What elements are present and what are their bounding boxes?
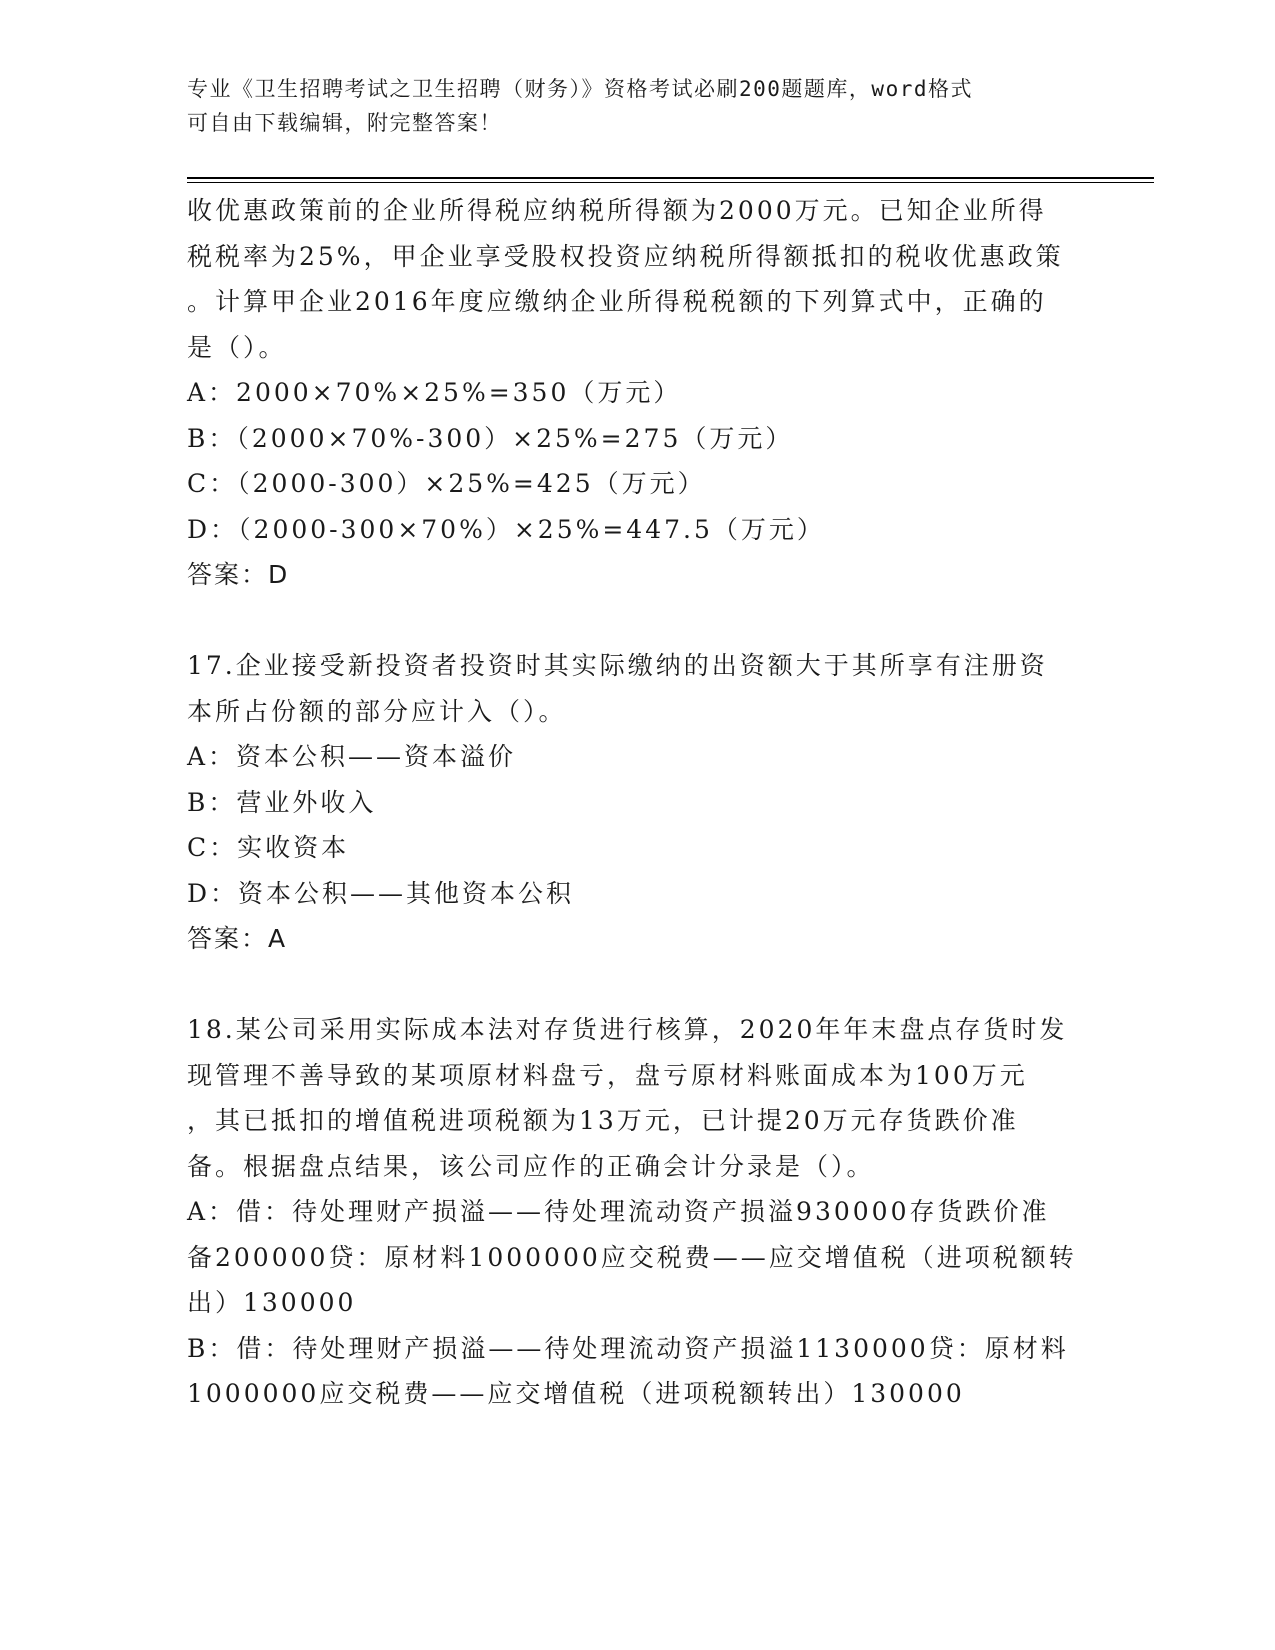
question-text-line: 。计算甲企业2016年度应缴纳企业所得税税额的下列算式中，正确的 (187, 287, 1047, 316)
option-b-continued: 1000000应交税费——应交增值税（进项税额转出）130000 (187, 1379, 965, 1408)
header-line-1: 专业《卫生招聘考试之卫生招聘（财务）》资格考试必刷200题题库，word格式 (187, 77, 973, 101)
option-a: A：2000×70%×25%=350（万元） (187, 378, 682, 407)
option-c: C：（2000-300）×25%=425（万元） (187, 469, 706, 498)
option-a: A：借：待处理财产损溢——待处理流动资产损溢930000存货跌价准 (187, 1197, 1050, 1226)
question-text-line: 本所占份额的部分应计入（）。 (187, 696, 567, 726)
answer-label: 答案：D (187, 560, 290, 589)
question-text-line: 备。根据盘点结果，该公司应作的正确会计分录是（）。 (187, 1151, 875, 1181)
question-text-line: 是（）。 (187, 332, 287, 362)
option-d: D：（2000-300×70%）×25%=447.5（万元） (187, 514, 825, 544)
option-d: D：资本公积——其他资本公积 (187, 878, 575, 908)
option-c: C：实收资本 (187, 833, 350, 862)
document-body (187, 188, 1087, 1417)
question-text-line: 收优惠政策前的企业所得税应纳税所得额为2000万元。已知企业所得 (187, 196, 1047, 225)
spacer (187, 598, 1087, 644)
header-line-2: 可自由下载编辑，附完整答案！ (187, 111, 502, 135)
header-rule-thick (187, 177, 1154, 179)
question-text-line: 现管理不善导致的某项原材料盘亏，盘亏原材料账面成本为100万元 (187, 1060, 1028, 1090)
header-rule-thin (187, 182, 1154, 183)
question-text-line: 17.企业接受新投资者投资时其实际缴纳的出资额大于其所享有注册资 (187, 651, 1048, 680)
option-b: B：借：待处理财产损溢——待处理流动资产损溢1130000贷：原材料 (187, 1333, 1069, 1363)
question-17 (187, 643, 1087, 962)
option-b: B：营业外收入 (187, 787, 377, 817)
page-header (187, 72, 1067, 140)
option-a-continued: 备200000贷：原材料1000000应交税费——应交增值税（进项税额转 (187, 1242, 1077, 1272)
question-16 (187, 188, 1087, 598)
answer-label: 答案：A (187, 924, 288, 953)
question-18 (187, 1007, 1087, 1417)
option-a-continued: 出）130000 (187, 1288, 357, 1317)
question-text-line: ，其已抵扣的增值税进项税额为13万元，已计提20万元存货跌价准 (187, 1106, 1019, 1135)
option-b: B：（2000×70%-300）×25%=275（万元） (187, 423, 794, 453)
option-a: A：资本公积——资本溢价 (187, 742, 517, 771)
question-text-line: 税税率为25%，甲企业享受股权投资应纳税所得额抵扣的税收优惠政策 (187, 241, 1064, 271)
question-text-line: 18.某公司采用实际成本法对存货进行核算，2020年年末盘点存货时发 (187, 1015, 1068, 1044)
spacer (187, 962, 1087, 1008)
